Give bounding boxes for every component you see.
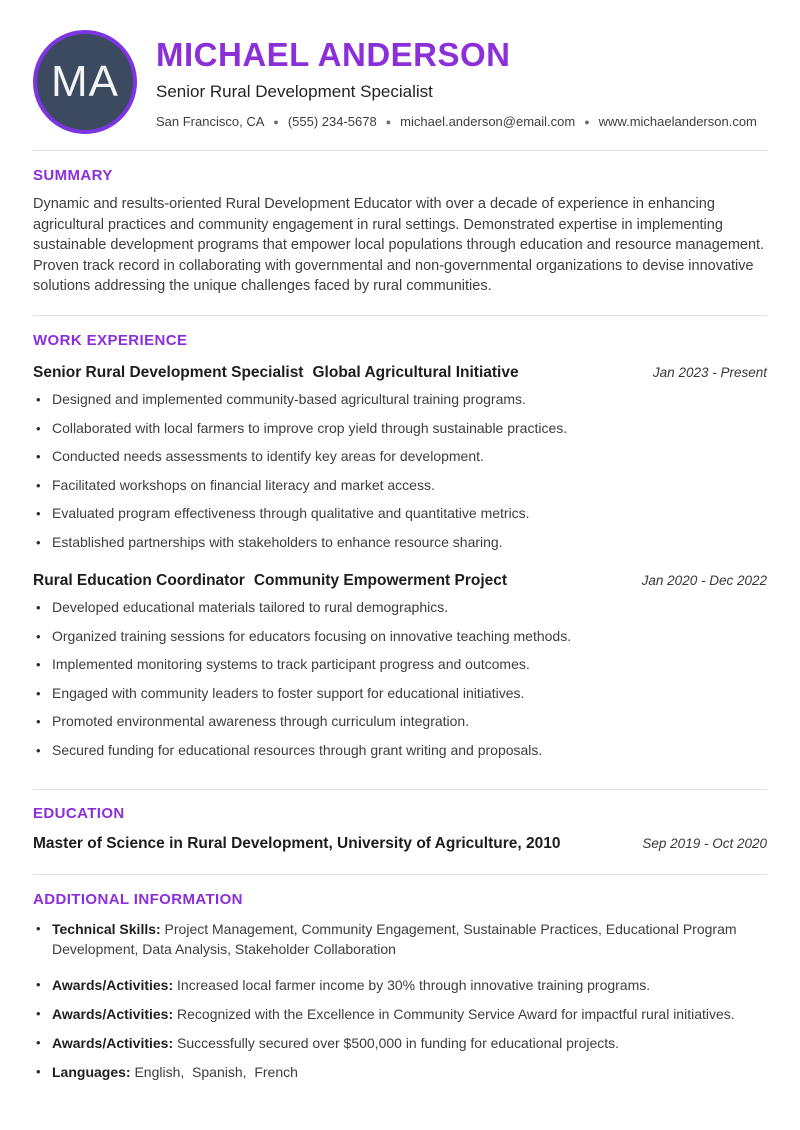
job-dates: Jan 2020 - Dec 2022 — [641, 572, 767, 588]
job-header — [33, 572, 767, 590]
job-bullet: • Organized training sessions for educators focusing on innovative teaching methods. — [33, 626, 767, 647]
additional-item — [33, 1062, 767, 1083]
job-bullet-list — [33, 597, 767, 761]
job-bullet: • Designed and implemented community-based agricultural training programs. — [33, 389, 767, 410]
additional-info-list — [33, 919, 767, 1083]
header-text — [156, 35, 767, 129]
education-degree: Master of Science in Rural Development, University of Agriculture, 2010 — [33, 834, 561, 852]
work-experience-heading: WORK EXPERIENCE — [33, 331, 188, 349]
job-bullet: • Secured funding for educational resources through grant writing and proposals. — [33, 740, 767, 761]
job-bullet: • Established partnerships with stakeholders to enhance resource sharing. — [33, 532, 767, 553]
additional-item — [33, 1033, 767, 1054]
job-bullet: • Facilitated workshops on financial literacy and market access. — [33, 475, 767, 496]
job-title: Senior Rural Development Specialist — [33, 363, 304, 381]
summary-heading: SUMMARY — [33, 167, 113, 184]
resume-header — [33, 30, 767, 134]
education-divider-bottom — [33, 874, 767, 875]
person-title: Senior Rural Development Specialist — [156, 82, 433, 102]
education-divider-top — [33, 789, 767, 790]
header-divider — [33, 150, 767, 151]
education-dates: Sep 2019 - Oct 2020 — [642, 835, 767, 851]
avatar — [33, 30, 137, 134]
person-name: MICHAEL ANDERSON — [156, 35, 511, 73]
job-bullet-list — [33, 389, 767, 553]
job-bullet: • Evaluated program effectiveness through qualitative and quantitative metrics. — [33, 503, 767, 524]
job-title: Rural Education Coordinator — [33, 571, 245, 589]
job-title-line — [33, 572, 507, 590]
additional-item-text: Project Management, Community Engagement, Sustainable Practices, Educational Program Development, Data Analysis, Stakeholder Collaboration — [52, 920, 741, 957]
job-company: Community Empowerment Project — [253, 571, 508, 589]
summary-divider — [33, 315, 767, 316]
additional-item-label: Awards/Activities: — [52, 1034, 174, 1051]
additional-item-label: Awards/Activities: — [52, 1005, 174, 1022]
additional-item-text: Increased local farmer income by 30% through innovative training programs. — [173, 976, 651, 993]
summary-text: Dynamic and results-oriented Rural Development Educator with over a decade of experience in enhancing agricultural practices and community engagement in rural settings. Demonstrated expertise in implementing sustainable development programs that empower local populations through education and resource management. Proven track record in collaborating with governmental and non-governmental organizations to devise innovative solutions addressing the unique challenges faced by rural communities. — [33, 196, 765, 294]
additional-info-heading: ADDITIONAL INFORMATION — [33, 890, 243, 908]
job-dates: Jan 2023 - Present — [652, 364, 767, 380]
additional-item — [33, 975, 767, 996]
contact-phone: (555) 234-5678 — [287, 114, 377, 130]
job-company: Global Agricultural Initiative — [312, 363, 519, 381]
job-bullet: • Promoted environmental awareness through curriculum integration. — [33, 711, 767, 732]
dot-separator-icon: ● — [273, 116, 279, 127]
additional-item — [33, 1004, 767, 1025]
job-bullet: • Developed educational materials tailored to rural demographics. — [33, 597, 767, 618]
additional-item-text: Recognized with the Excellence in Community Service Award for impactful rural initiatives. — [173, 1005, 735, 1022]
dot-separator-icon: ● — [584, 116, 590, 127]
avatar-initials: MA — [51, 57, 119, 106]
contact-email[interactable]: michael.anderson@email.com — [400, 114, 576, 130]
dot-separator-icon: ● — [385, 116, 392, 127]
additional-item-label: Languages: — [52, 1063, 131, 1080]
job-header — [33, 364, 767, 382]
contact-row — [156, 114, 767, 129]
job-bullet: • Implemented monitoring systems to track participant progress and outcomes. — [33, 654, 767, 675]
job-bullet: • Collaborated with local farmers to improve crop yield through sustainable practices. — [33, 418, 767, 439]
additional-item-text: Successfully secured over $500,000 in funding for educational projects. — [173, 1034, 620, 1051]
education-entry — [33, 835, 767, 853]
contact-website[interactable]: www.michaelanderson.com — [598, 114, 757, 130]
contact-location: San Francisco, CA — [156, 114, 265, 130]
job-bullet: • Engaged with community leaders to foster support for educational initiatives. — [33, 683, 767, 704]
job-title-line — [33, 364, 519, 382]
job-bullet: • Conducted needs assessments to identify key areas for development. — [33, 446, 767, 467]
additional-item-label: Technical Skills: — [52, 920, 161, 937]
additional-item-text: English, Spanish, French — [130, 1063, 298, 1080]
additional-item-label: Awards/Activities: — [52, 976, 174, 993]
education-heading: EDUCATION — [33, 804, 125, 822]
additional-item — [33, 919, 767, 960]
